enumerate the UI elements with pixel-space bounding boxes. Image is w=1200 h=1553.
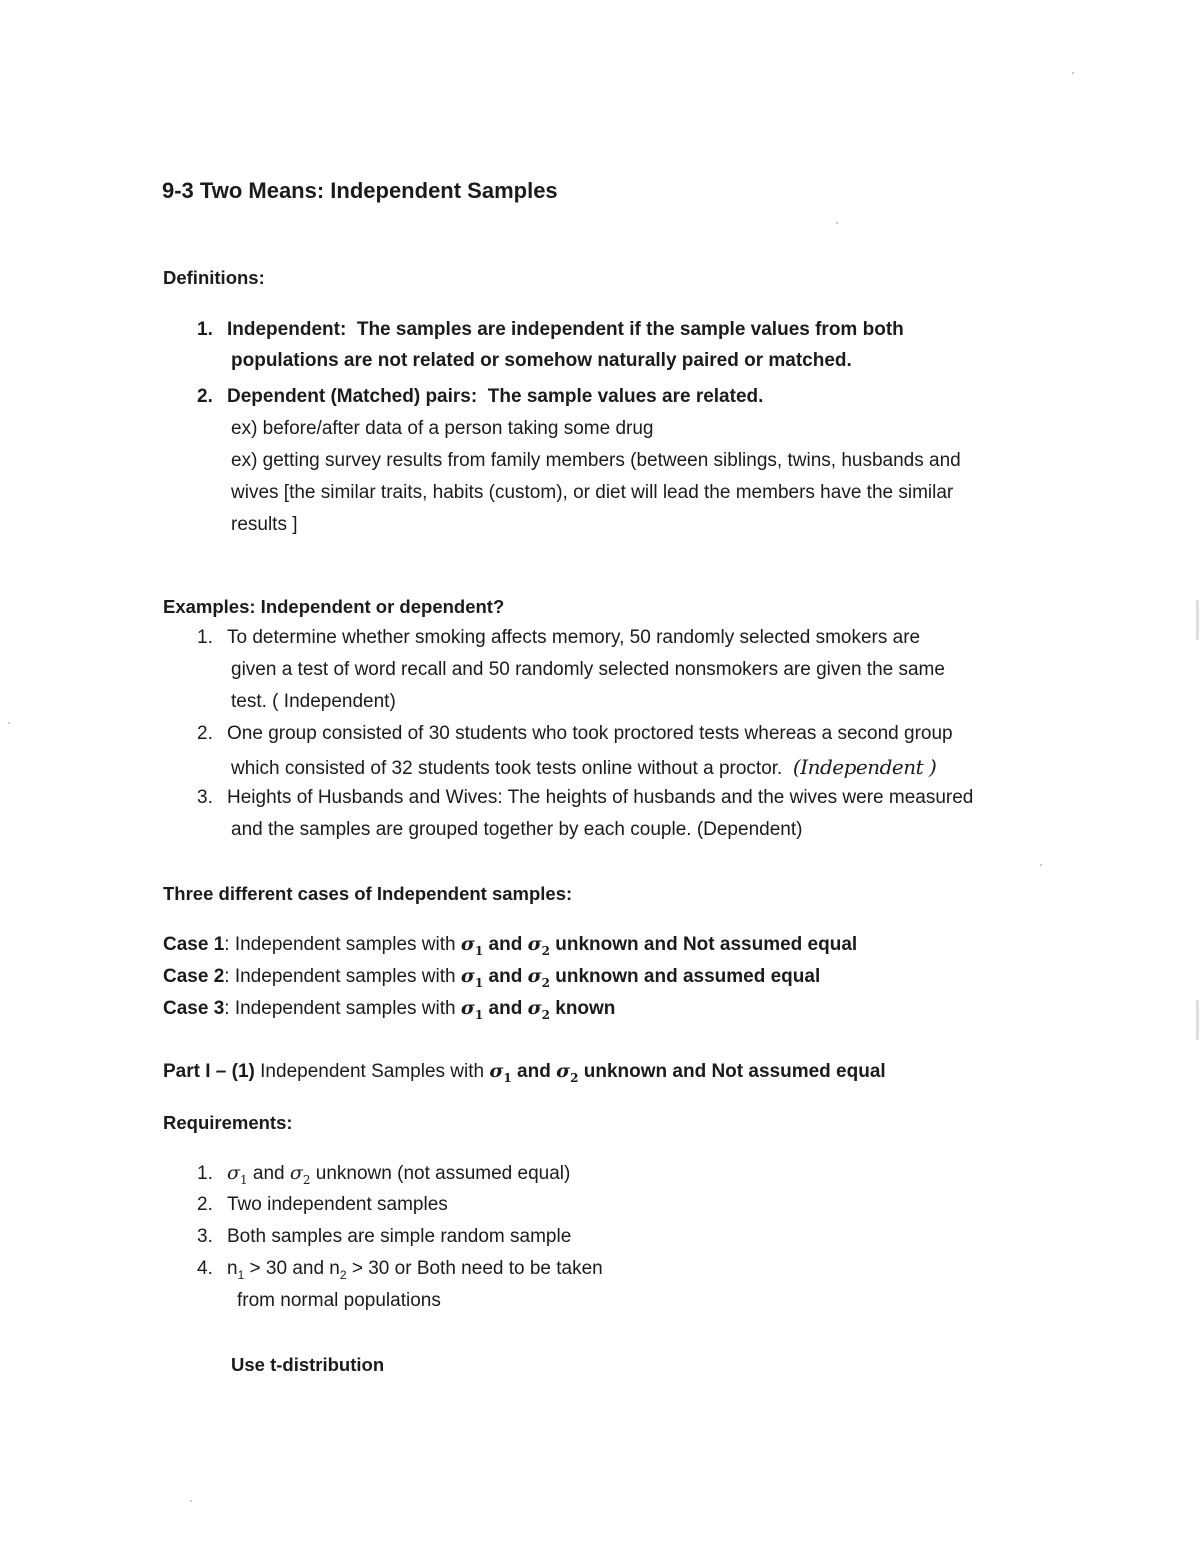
example-1-number: 1. bbox=[197, 627, 213, 648]
definition-2-text: The sample values are related. bbox=[487, 386, 764, 407]
case-2-label: Case 2 bbox=[163, 966, 225, 987]
requirement-2 bbox=[197, 1194, 448, 1216]
sigma-2-symbol: $\sigma_2$ bbox=[527, 933, 550, 958]
requirement-1-and: and bbox=[247, 1163, 290, 1184]
requirement-3 bbox=[197, 1226, 571, 1248]
example-3-text-b: and the samples are grouped together by each couple. (Dependent) bbox=[231, 819, 803, 840]
definition-1-number: 1. bbox=[197, 319, 213, 340]
example-1-text-a: To determine whether smoking affects memory, 50 randomly selected smokers are bbox=[227, 627, 921, 648]
example-3-text-a: Heights of Husbands and Wives: The heights of husbands and the wives were measured bbox=[227, 787, 974, 808]
requirement-4: 4. $n_1 > 30$ and $n_2 > 30$ or Both need to be taken bbox=[197, 1258, 603, 1282]
example-3-line-1 bbox=[197, 787, 973, 809]
definition-1-text-b: populations are not related or somehow naturally paired or matched. bbox=[231, 350, 852, 371]
definition-1-term: Independent: bbox=[227, 319, 347, 340]
requirement-1-text: unknown (not assumed equal) bbox=[310, 1163, 571, 1184]
use-t-distribution: Use t-distribution bbox=[231, 1354, 385, 1375]
case-1-label: Case 1 bbox=[163, 934, 225, 955]
requirement-1-number: 1. bbox=[197, 1163, 213, 1184]
requirement-4-number: 4. bbox=[197, 1258, 213, 1279]
cases-heading: Three different cases of Independent samples: bbox=[163, 883, 573, 904]
requirement-4-text-b: from normal populations bbox=[237, 1290, 441, 1311]
example-2-handwritten-answer: (Independent ) bbox=[792, 755, 937, 779]
scan-edge bbox=[1196, 600, 1199, 640]
part-1-heading bbox=[163, 1060, 886, 1085]
examples-heading: Examples: Independent or dependent? bbox=[163, 596, 505, 617]
case-3-and: and bbox=[483, 998, 528, 1019]
definition-2-line-1 bbox=[197, 386, 763, 408]
sigma-2-symbol: $\sigma_2$ bbox=[527, 997, 550, 1022]
requirement-4-post: > 30 or Both need to be taken bbox=[346, 1258, 603, 1279]
page-title: 9-3 Two Means: Independent Samples bbox=[162, 178, 558, 203]
case-1-post: unknown and Not assumed equal bbox=[549, 934, 858, 955]
example-2-text-a: One group consisted of 30 students who took proctored tests whereas a second group bbox=[227, 723, 953, 744]
scan-speck bbox=[836, 222, 838, 224]
example-1-text-c: test. ( Independent) bbox=[231, 691, 396, 712]
part-1-and: and bbox=[511, 1061, 557, 1082]
example-2-line-2 bbox=[231, 755, 936, 780]
requirement-4-mid: > 30 and n bbox=[244, 1258, 340, 1279]
definitions-heading: Definitions: bbox=[163, 267, 265, 288]
scan-edge bbox=[1196, 1000, 1199, 1040]
sigma-1-symbol: $\sigma_1$ bbox=[489, 1060, 512, 1085]
example-1-line-1 bbox=[197, 627, 920, 649]
case-3-label: Case 3 bbox=[163, 998, 225, 1019]
example-2-number: 2. bbox=[197, 723, 213, 744]
scan-speck bbox=[1040, 864, 1042, 866]
requirement-3-number: 3. bbox=[197, 1226, 213, 1247]
example-2-text-b: which consisted of 32 students took tests online without a proctor. bbox=[231, 758, 783, 779]
example-1-text-b: given a test of word recall and 50 randomly selected nonsmokers are given the same bbox=[231, 659, 945, 680]
scan-speck bbox=[1072, 72, 1074, 74]
scan-speck bbox=[8, 722, 10, 724]
case-3-line bbox=[163, 997, 615, 1022]
definition-2-example-1: ex) before/after data of a person taking some drug bbox=[231, 418, 654, 439]
sigma-2-symbol: $\sigma_2$ bbox=[527, 965, 550, 990]
sigma-1-symbol: $\sigma_1$ bbox=[227, 1162, 248, 1187]
case-3-pre: : Independent samples with bbox=[224, 998, 461, 1019]
case-2-post: unknown and assumed equal bbox=[549, 966, 821, 987]
requirement-4-n1: n bbox=[227, 1258, 238, 1279]
sigma-1-symbol: $\sigma_1$ bbox=[460, 933, 484, 958]
case-3-post: known bbox=[549, 998, 616, 1019]
definition-2-number: 2. bbox=[197, 386, 213, 407]
case-1-pre: : Independent samples with bbox=[224, 934, 461, 955]
requirement-2-number: 2. bbox=[197, 1194, 213, 1215]
definition-2-example-2-c: results ] bbox=[231, 514, 298, 535]
case-2-and: and bbox=[483, 966, 528, 987]
scan-speck bbox=[190, 1500, 192, 1502]
requirement-2-text: Two independent samples bbox=[227, 1194, 448, 1215]
sigma-2-symbol: $\sigma_2$ bbox=[289, 1162, 311, 1187]
example-3-number: 3. bbox=[197, 787, 213, 808]
requirements-heading: Requirements: bbox=[163, 1112, 293, 1133]
definition-2-example-2-a: ex) getting survey results from family members (between siblings, twins, husbands and bbox=[231, 450, 961, 471]
example-2-line-1 bbox=[197, 723, 953, 745]
requirement-1 bbox=[197, 1162, 570, 1187]
requirement-3-text: Both samples are simple random sample bbox=[227, 1226, 572, 1247]
part-1-label: Part I – (1) bbox=[163, 1061, 255, 1082]
definition-2-term: Dependent (Matched) pairs: bbox=[227, 386, 478, 407]
case-1-line bbox=[163, 933, 857, 958]
part-1-post: unknown and Not assumed equal bbox=[578, 1061, 886, 1082]
definition-1-text-a: The samples are independent if the sample values from both bbox=[356, 319, 904, 340]
case-2-line bbox=[163, 965, 820, 990]
sigma-2-symbol: $\sigma_2$ bbox=[556, 1060, 579, 1085]
definition-1-line-1 bbox=[197, 319, 904, 341]
definition-2-example-2-b: wives [the similar traits, habits (custom), or diet will lead the members have the similar bbox=[231, 482, 954, 503]
sigma-1-symbol: $\sigma_1$ bbox=[460, 965, 484, 990]
sigma-1-symbol: $\sigma_1$ bbox=[460, 997, 484, 1022]
case-2-pre: : Independent samples with bbox=[224, 966, 461, 987]
case-1-and: and bbox=[483, 934, 528, 955]
part-1-text: Independent Samples with bbox=[254, 1061, 490, 1082]
